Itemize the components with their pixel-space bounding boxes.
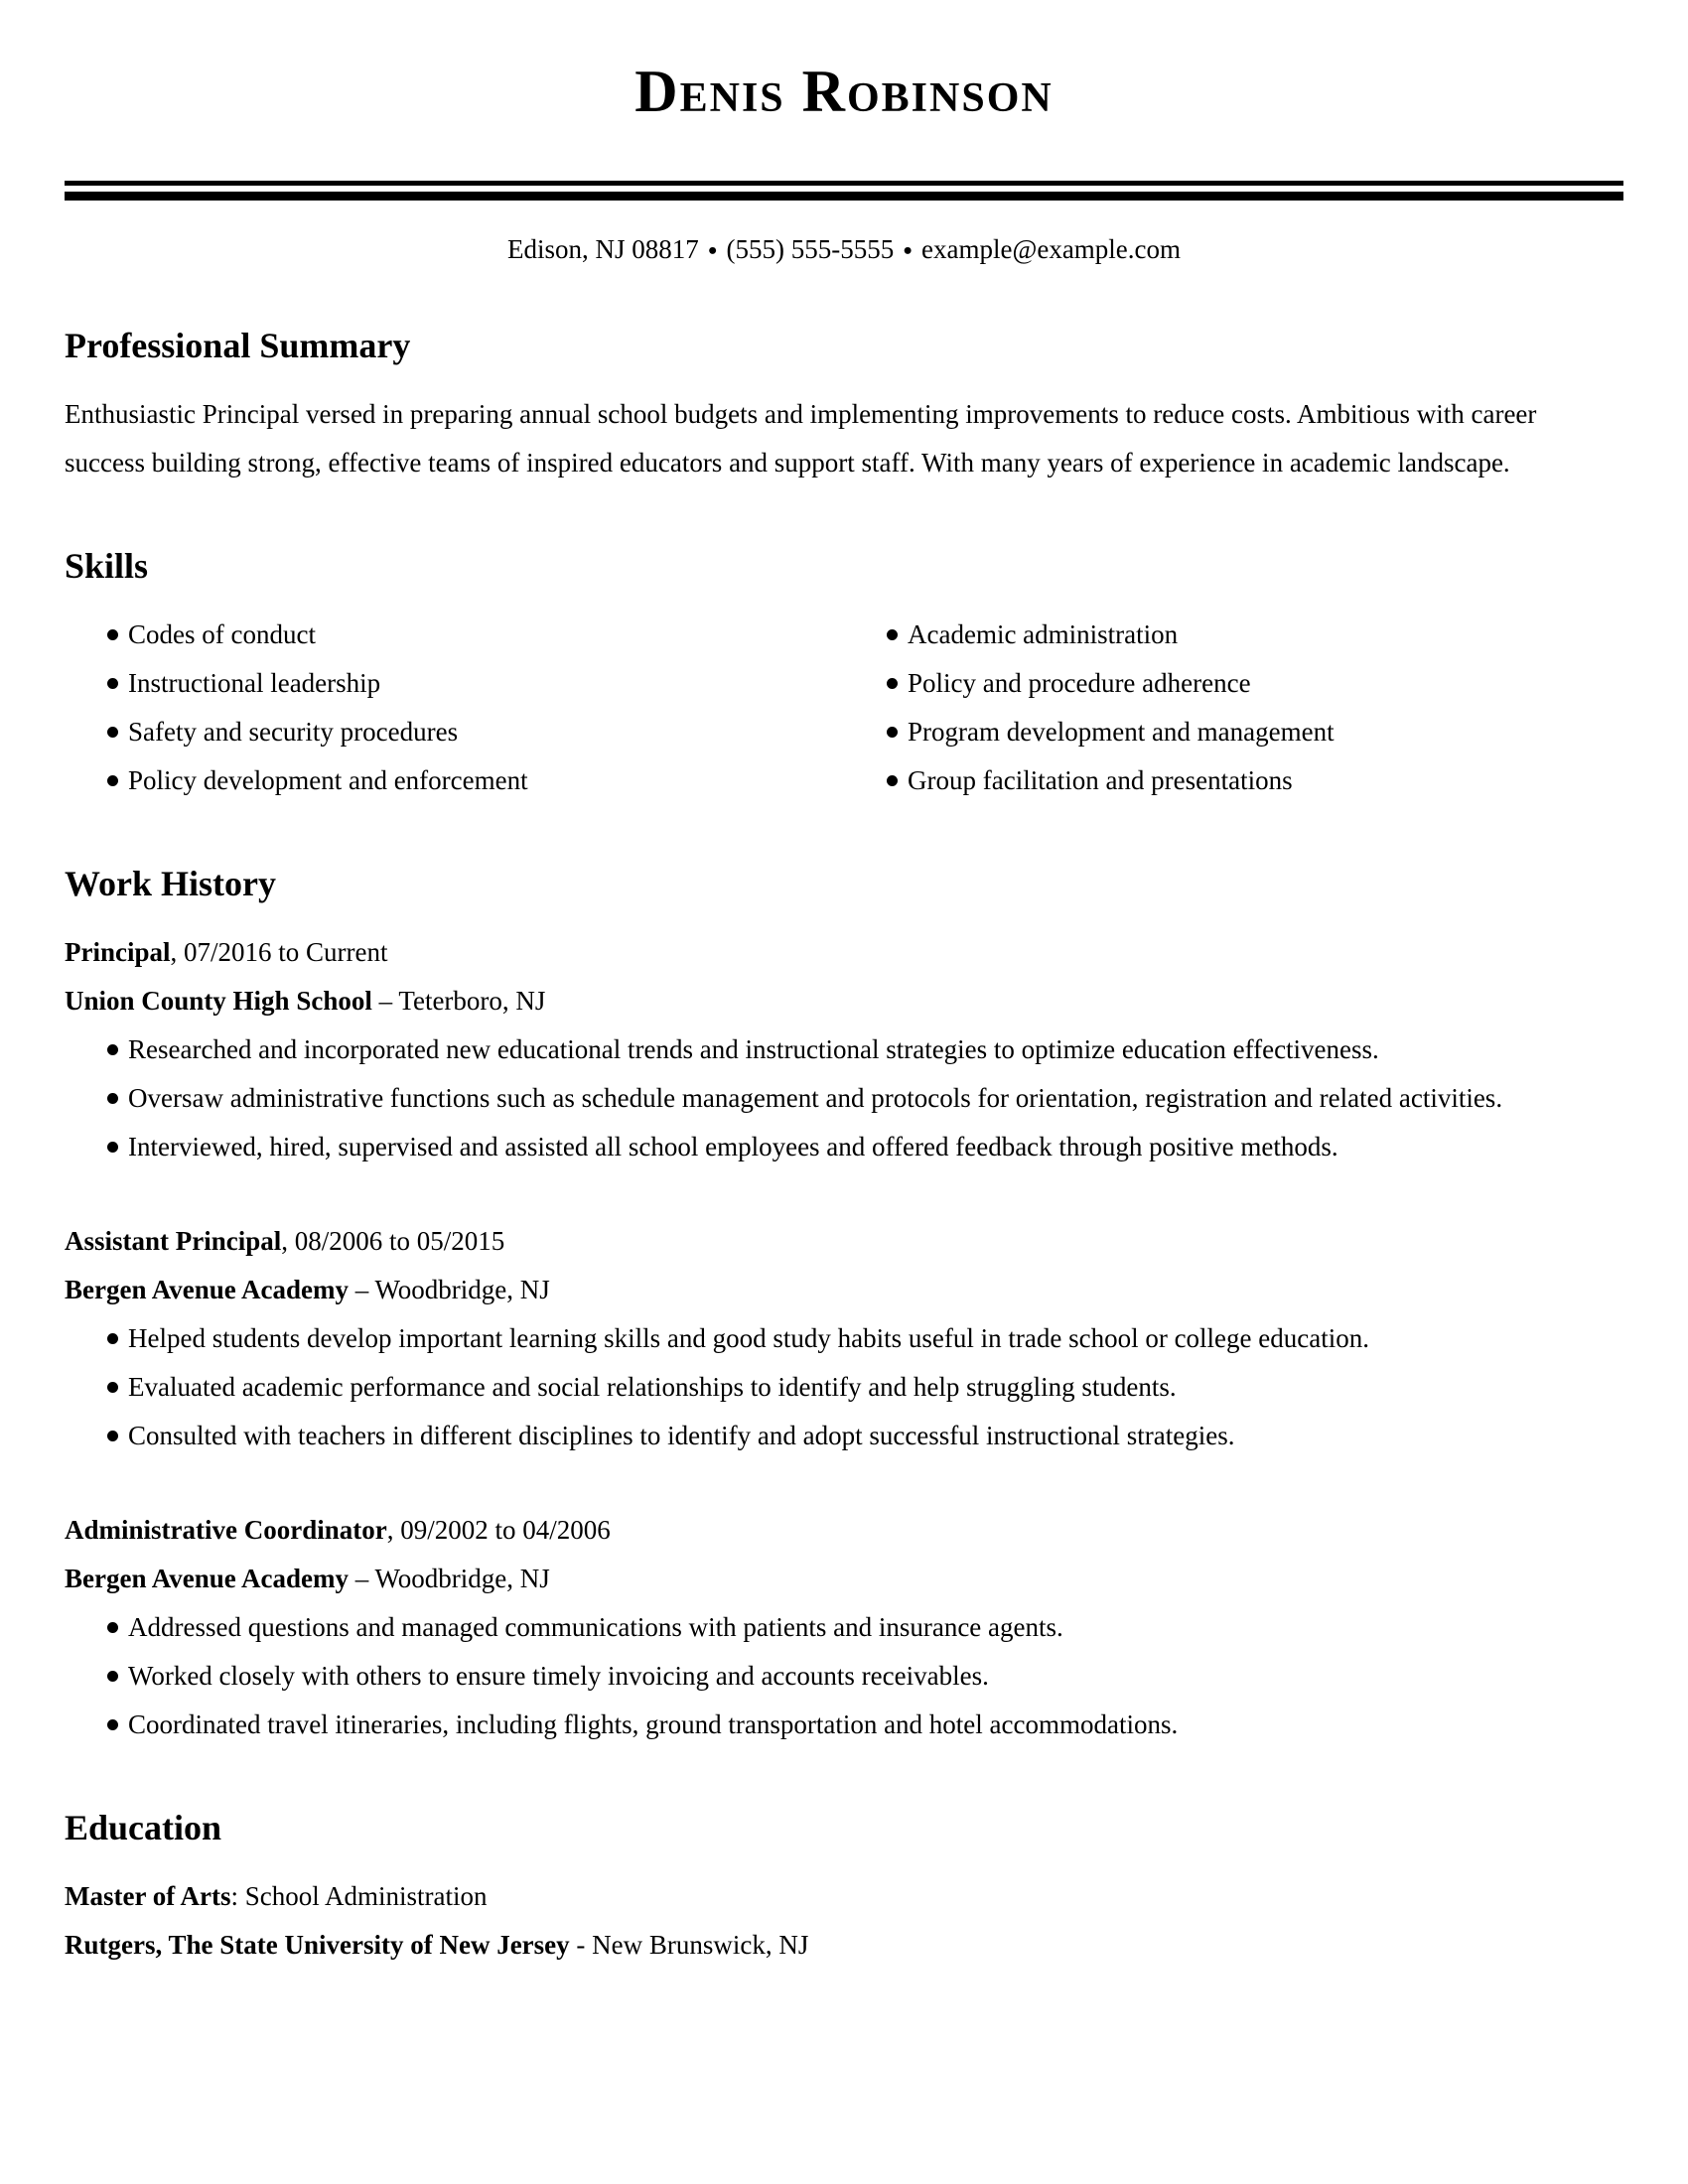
divider-thick-rule (65, 192, 1623, 201)
skill-item: Safety and security procedures (65, 708, 844, 756)
job-company: Bergen Avenue Academy (65, 1564, 349, 1593)
job-entry (65, 1217, 1623, 1460)
skill-item: Instructional leadership (65, 659, 844, 708)
job-bullet: Helped students develop important learning skills and good study habits useful in trade school or college education. (65, 1314, 1623, 1363)
dot-separator-icon: ● (707, 241, 718, 259)
job-title: Administrative Coordinator (65, 1515, 387, 1545)
summary-text: Enthusiastic Principal versed in preparing annual school budgets and implementing improvements to reduce costs. Ambitious with career success building strong, effective teams of inspired educators and support staff. With many years of experience in academic landscape. (65, 399, 1537, 478)
education-entry (65, 1872, 1623, 1970)
contact-location: Edison, NJ 08817 (506, 234, 699, 264)
job-entry (65, 928, 1623, 1171)
section-heading-skills: Skills (65, 546, 149, 586)
skill-item: Academic administration (844, 611, 1623, 659)
education-degree-line (65, 1872, 1623, 1921)
job-dates: , 07/2016 to Current (170, 937, 388, 967)
section-heading-summary: Professional Summary (65, 326, 411, 365)
contact-email: example@example.com (921, 234, 1182, 264)
job-entry (65, 1506, 1623, 1749)
job-title-line (65, 1217, 1623, 1266)
job-bullet-list (65, 1603, 1623, 1749)
person-name: Denis Robinson (634, 59, 1054, 124)
job-bullet: Worked closely with others to ensure timely invoicing and accounts receivables. (65, 1652, 1623, 1701)
skill-item: Group facilitation and presentations (844, 756, 1623, 805)
job-bullet: Researched and incorporated new educational trends and instructional strategies to optimize education effectiveness. (65, 1025, 1623, 1074)
skill-item: Codes of conduct (65, 611, 844, 659)
skill-item: Policy and procedure adherence (844, 659, 1623, 708)
job-title-line (65, 1506, 1623, 1555)
job-bullet: Coordinated travel itineraries, including flights, ground transportation and hotel accommodations. (65, 1701, 1623, 1749)
skills-column-right (844, 611, 1623, 805)
skill-item: Program development and management (844, 708, 1623, 756)
skill-item: Policy development and enforcement (65, 756, 844, 805)
section-heading-work-history: Work History (65, 864, 276, 903)
divider-thin-rule (65, 181, 1623, 186)
section-heading-education: Education (65, 1808, 222, 1847)
job-bullet: Oversaw administrative functions such as schedule management and protocols for orientation, registration and related activities. (65, 1074, 1623, 1123)
job-dates: , 09/2002 to 04/2006 (386, 1515, 611, 1545)
job-company: Union County High School (65, 986, 372, 1016)
contact-line (65, 232, 1623, 267)
skills-column-left (65, 611, 844, 805)
job-company-line (65, 1266, 1623, 1314)
job-title-line (65, 928, 1623, 977)
job-bullet: Evaluated academic performance and social relationships to identify and help struggling students. (65, 1363, 1623, 1412)
job-bullet-list (65, 1025, 1623, 1171)
education-school-location: - New Brunswick, NJ (569, 1930, 809, 1960)
job-company-line (65, 1555, 1623, 1603)
job-company: Bergen Avenue Academy (65, 1275, 349, 1304)
job-bullet: Consulted with teachers in different disciplines to identify and adopt successful instructional strategies. (65, 1412, 1623, 1460)
education-school-line (65, 1921, 1623, 1970)
job-company-line (65, 977, 1623, 1025)
job-title: Assistant Principal (65, 1226, 282, 1256)
education-school: Rutgers, The State University of New Jersey (65, 1930, 570, 1960)
education-degree: Master of Arts (65, 1881, 231, 1911)
education-degree-detail: : School Administration (230, 1881, 488, 1911)
job-bullet: Interviewed, hired, supervised and assisted all school employees and offered feedback through positive methods. (65, 1123, 1623, 1171)
job-location: – Woodbridge, NJ (348, 1564, 550, 1593)
skills-columns (65, 611, 1623, 805)
job-bullet-list (65, 1314, 1623, 1460)
job-location: – Teterboro, NJ (371, 986, 546, 1016)
job-bullet: Addressed questions and managed communications with patients and insurance agents. (65, 1603, 1623, 1652)
job-dates: , 08/2006 to 05/2015 (281, 1226, 505, 1256)
job-location: – Woodbridge, NJ (348, 1275, 550, 1304)
job-title: Principal (65, 937, 171, 967)
contact-phone: (555) 555-5555 (726, 234, 895, 264)
dot-separator-icon: ● (903, 241, 914, 259)
